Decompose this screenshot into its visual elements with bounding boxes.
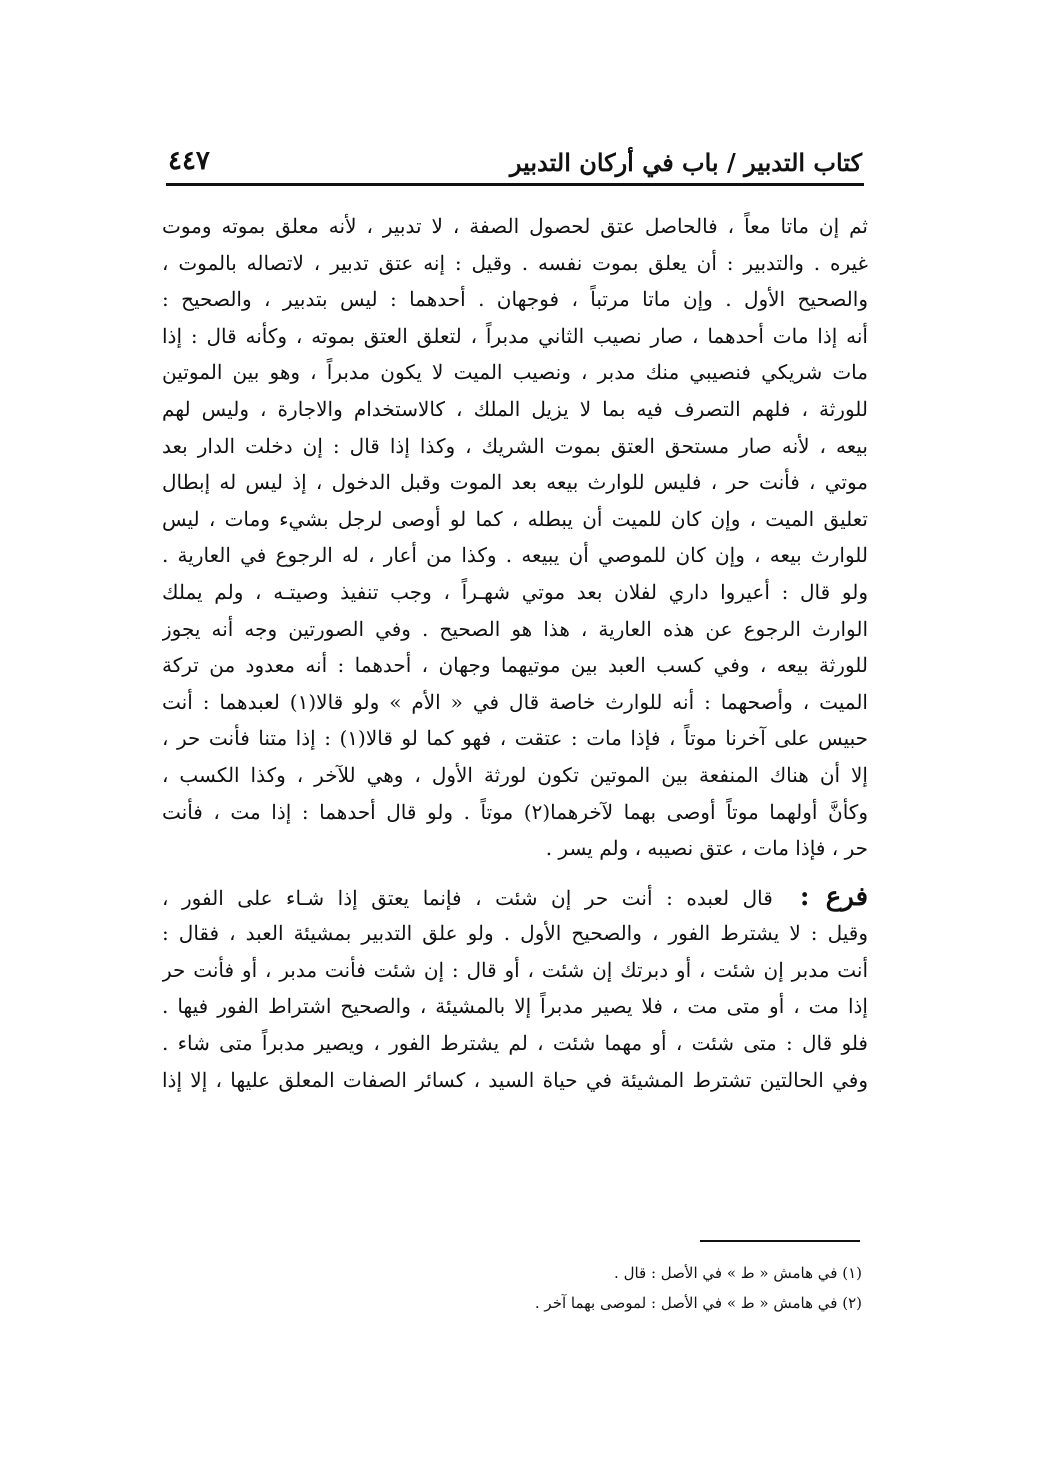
text-line: والصحيح الأول . وإن ماتا مرتباً ، فوجهان . أحدهما : ليس بتدبير ، والصحيح : [162,287,868,312]
text-line: مات شريكي فنصيبي منك مدبر ، ونصيب الميت لا يكون مدبراً ، وهو بين الموتين [162,360,868,385]
paragraph-2 [162,879,868,1099]
page-header [168,142,862,186]
page-number: ٤٤٧ [168,146,210,176]
section-lead-word: فرع : [799,881,868,912]
main-text [162,208,868,1098]
text-line: غيره . والتدبير : أن يعلق بموت نفسه . وقيل : إنه عتق تدبير ، لاتصاله بالموت ، [162,250,868,275]
text-line: حر ، فإذا مات ، عتق نصيبه ، ولم يسر . [545,836,868,861]
text-line: حبيس على آخرنا موتاً ، فإذا مات : عتقت ، فهو كما لو قالا(١) : إذا متنا فأنت حر ، [162,726,868,751]
text-line: أنه إذا مات أحدهما ، صار نصيب الثاني مدبراً ، لتعلق العتق بموته ، وكأنه قال : إذا [162,323,868,348]
text-line: للورثة ، فلهم التصرف فيه بما لا يزيل الملك ، كالاستخدام والاجارة ، وليس لهم [162,396,868,421]
footnote-rule [700,1240,860,1242]
paragraph-gap [162,867,868,879]
text-line: للورثة بيعه ، وفي كسب العبد بين موتيهما وجهان ، أحدهما : أنه معدود من تركة [162,653,868,678]
text-line: فلو قال : متى شئت ، أو مهما شئت ، لم يشترط الفور ، ويصير مدبراً متى شاء . [162,1031,868,1056]
text-line: إذا مت ، أو متى مت ، فلا يصير مدبراً إلا بالمشيئة ، والصحيح اشتراط الفور فيها . [162,994,868,1019]
text-line: ولو قال : أعيروا داري لفلان بعد موتي شهـراً ، وجب تنفيذ وصيتـه ، ولم يملك [162,579,868,604]
text-line: الميت ، وأصحهما : أنه للوارث خاصة قال في « الأم » ولو قالا(١) لعبدهما : أنت [162,689,868,714]
text-line: وقيل : لا يشترط الفور ، والصحيح الأول . ولو علق التدبير بمشيئة العبد ، فقال : [162,921,868,946]
text-line: وفي الحالتين تشترط المشيئة في حياة السيد ، كسائر الصفات المعلق عليها ، إلا إذا [162,1067,868,1092]
footnote-2: (٢) في هامش « ط » في الأصل : لموصى بهما آخر . [534,1294,862,1312]
text-line: وكأنَّ أولهما موتاً أوصى بهما لآخرهما(٢) موتاً . ولو قال أحدهما : إذا مت ، فأنت [162,799,868,824]
text-line: بيعه ، لأنه صار مستحق العتق بموت الشريك ، وكذا إذا قال : إن دخلت الدار بعد [162,433,868,458]
text-line: ثم إن ماتا معاً ، فالحاصل عتق لحصول الصفة ، لا تدبير ، لأنه معلق بموته وموت [162,214,868,238]
text-line-first [162,879,868,916]
text-line: أنت مدبر إن شئت ، أو دبرتك إن شئت ، أو قال : إن شئت فأنت مدبر ، أو فأنت حر [162,957,868,982]
header-rule [166,183,864,186]
running-title: كتاب التدبير / باب في أركان التدبير [509,148,862,177]
paragraph-1 [162,208,868,867]
text-line: تعليق الميت ، وإن كان للميت أن يبطله ، كما لو أوصى لرجل بشيء ومات ، ليس [162,506,868,531]
text-line: الوارث الرجوع عن هذه العارية ، هذا هو الصحيح . وفي الصورتين وجه أنه يجوز [162,616,868,641]
text-line-rest: قال لعبده : أنت حر إن شئت ، فإنما يعتق إذا شـاء على الفور ، [162,885,773,910]
footnote-1: (١) في هامش « ط » في الأصل : قال . [614,1264,862,1282]
text-line: إلا أن هناك المنفعة بين الموتين تكون لورثة الأول ، وهي للآخر ، وكذا الكسب ، [162,762,868,787]
footnotes [400,1258,862,1318]
text-line: للوارث بيعه ، وإن كان للموصي أن يبيعه . وكذا من أعار ، له الرجوع في العارية . [162,543,868,568]
text-line: موتي ، فأنت حر ، فليس للوارث بيعه بعد الموت وقبل الدخول ، إذ ليس له إبطال [162,470,868,495]
